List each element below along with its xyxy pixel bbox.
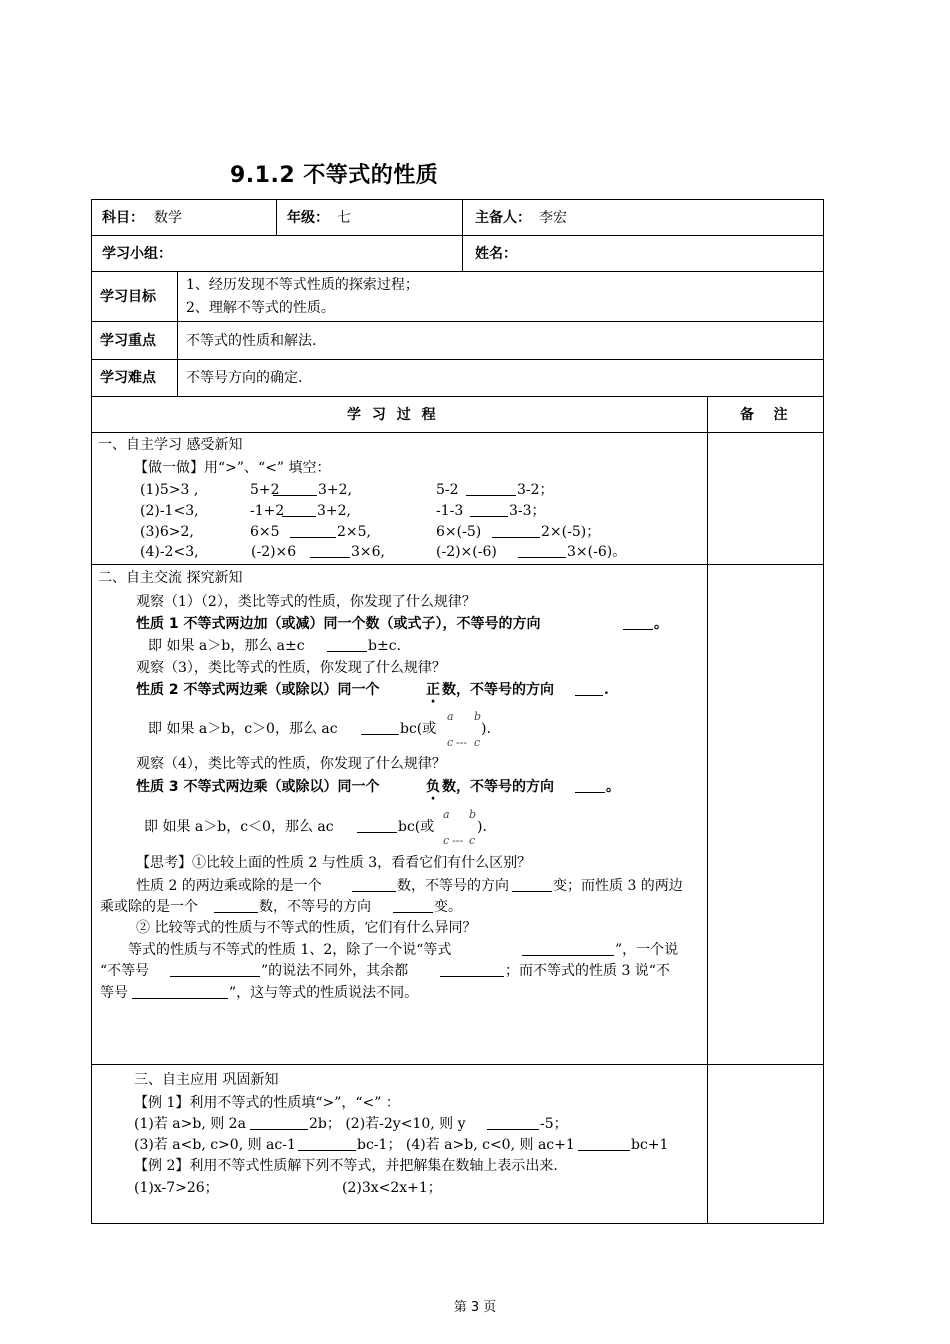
observe-1: 观察（1）（2），类比等式的性质，你发现了什么规律？: [136, 594, 476, 610]
goals-content-cell: [177, 271, 824, 322]
example-2-frac-c2: c: [474, 736, 481, 749]
think-line1-blank2[interactable]: [512, 877, 552, 892]
page-title: 9.1.2 不等式的性质: [230, 163, 439, 188]
row1-a-left: 5+2: [250, 482, 280, 498]
example-1b: b±c.: [368, 638, 401, 654]
row4-a-right: 3×6,: [351, 544, 385, 560]
property-3-end: 。: [606, 779, 620, 795]
compare-line3-a: 等号: [100, 985, 128, 1001]
preparer-label: 主备人：: [475, 210, 531, 226]
ex1-line1-blank1[interactable]: [250, 1115, 308, 1130]
row1-b-blank[interactable]: [466, 481, 516, 496]
ex1-line1-blank2[interactable]: [487, 1115, 539, 1130]
example-2b: bc(或: [400, 721, 437, 737]
subject-value: 数学: [154, 210, 182, 226]
remarks-header: 备 注: [740, 407, 788, 423]
goals-line-2: 2、理解不等式的性质。: [186, 300, 335, 316]
example-3-frac-c2: c: [469, 834, 476, 847]
example-2-frac-dash: ---: [456, 736, 468, 749]
row2-b-blank[interactable]: [470, 502, 508, 517]
example-3-frac-b: b: [469, 808, 477, 821]
compare-line3-b: ”，这与等式的性质说法不同。: [229, 985, 419, 1001]
row3-given: (3)6>2,: [140, 524, 194, 540]
example-1-title: 【例 1】利用不等式的性质填“>”，“<” ：: [134, 1095, 400, 1111]
keypoints-label: 学习重点: [100, 333, 156, 349]
row3-b-left: 6×(-5): [436, 524, 482, 540]
process-header: 学 习 过 程: [347, 407, 439, 423]
example-3-frac-a: a: [443, 808, 450, 821]
row2-a-left: -1+2: [250, 503, 285, 519]
compare-line2-a: “不等号: [100, 963, 150, 979]
example-1a: 即 如果 a＞b，那么 a±c: [148, 638, 305, 654]
example-3b: bc(或: [398, 819, 435, 835]
property-1-end: 。: [654, 616, 668, 632]
row3-a-blank[interactable]: [290, 523, 336, 538]
group-label: 学习小组：: [102, 246, 172, 262]
think-line2-c: 变。: [434, 899, 462, 915]
example-2-frac-b: b: [474, 710, 482, 723]
row4-b-right: 3×(-6)。: [567, 544, 627, 560]
example-1-blank[interactable]: [327, 637, 367, 652]
property-2-blank[interactable]: [575, 681, 603, 696]
difficulty-content-cell: [177, 359, 824, 397]
difficulty-label: 学习难点: [100, 370, 156, 386]
section2-heading: 二、自主交流 探究新知: [98, 570, 243, 586]
example-3a: 即 如果 a＞b，c＜0，那么 ac: [144, 819, 334, 835]
preparer-cell: [462, 199, 824, 236]
row4-b-left: (-2)×(-6): [436, 544, 497, 560]
property-3a: 性质 3 不等式两边乘（或除以）同一个: [136, 779, 380, 795]
ex2-problem-2: (2)3x<2x+1；: [342, 1180, 442, 1196]
name-label: 姓名：: [475, 246, 517, 262]
grade-label: 年级：: [287, 210, 329, 226]
ex2-problem-1: (1)x-7>26；: [134, 1180, 219, 1196]
think-line1-c: 变；而性质 3 的两边: [553, 878, 683, 894]
example-3-frac-dash: ---: [452, 834, 464, 847]
think-line2-a: 乘或除的是一个: [100, 899, 198, 915]
row4-a-left: (-2)×6: [251, 544, 297, 560]
ex1-line1-c: -5；: [540, 1116, 568, 1132]
remarks-header-cell: [707, 396, 824, 433]
compare-line2-b: ”的说法不同外，其余都: [261, 963, 409, 979]
row1-b-left: 5-2: [436, 482, 459, 498]
keypoints-label-cell: [91, 321, 178, 360]
example-2a: 即 如果 a＞b，c＞0，那么 ac: [148, 721, 338, 737]
page-number: 第 3 页: [453, 1300, 497, 1315]
think-line2-b: 数，不等号的方向: [259, 899, 371, 915]
subject-label: 科目：: [102, 210, 144, 226]
think-line1-b: 数，不等号的方向: [397, 878, 509, 894]
row3-b-right: 2×(-5)；: [541, 524, 601, 540]
grade-cell: [276, 199, 463, 236]
difficulty-label-cell: [91, 359, 178, 397]
row3-b-blank[interactable]: [492, 523, 540, 538]
row2-a-blank[interactable]: [282, 502, 316, 517]
think-line1-a: 性质 2 的两边乘或除的是一个: [136, 878, 322, 894]
compare-line1-b: ”，一个说: [615, 942, 679, 958]
ex1-line2-blank2[interactable]: [578, 1136, 630, 1151]
property-2b: 数，不等号的方向: [442, 682, 554, 698]
subject-cell: [91, 199, 277, 236]
example-2-title: 【例 2】利用不等式性质解下列不等式，并把解集在数轴上表示出来.: [134, 1158, 558, 1174]
think-line2-blank2[interactable]: [393, 898, 433, 913]
group-cell: [91, 235, 463, 272]
section3-remarks: [707, 1064, 824, 1224]
think-line2-blank1[interactable]: [214, 898, 258, 913]
row1-a-right: 3+2,: [318, 482, 352, 498]
row4-b-blank[interactable]: [518, 543, 566, 558]
row1-given: (1)5>3 ,: [140, 482, 199, 498]
section1-remarks: [707, 432, 824, 565]
name-cell: [462, 235, 824, 272]
example-2-frac-c1: c: [447, 736, 454, 749]
compare-line3-blank[interactable]: [132, 984, 228, 999]
ex1-line1-b: 2b； (2)若-2y<10, 则 y: [309, 1116, 466, 1132]
observe-2: 观察（3），类比等式的性质，你发现了什么规律？: [136, 660, 446, 676]
row3-a-left: 6×5: [250, 524, 280, 540]
section3-heading: 三、自主应用 巩固新知: [134, 1072, 279, 1088]
grade-value: 七: [337, 210, 351, 226]
row2-given: (2)-1<3,: [140, 503, 199, 519]
goals-label-cell: [91, 271, 178, 322]
process-header-cell: [91, 396, 708, 433]
property-2a: 性质 2 不等式两边乘（或除以）同一个: [136, 682, 380, 698]
compare-line2-blank2[interactable]: [440, 962, 504, 977]
example-3-frac-c1: c: [443, 834, 450, 847]
row1-b-right: 3-2；: [517, 482, 554, 498]
ex1-line2-blank1[interactable]: [298, 1136, 356, 1151]
compare-line1-blank[interactable]: [522, 941, 614, 956]
example-2c: ).: [481, 721, 491, 737]
example-3c: ).: [477, 819, 487, 835]
row4-a-blank[interactable]: [310, 543, 350, 558]
property-2-emphasis: 正 ·: [426, 681, 440, 699]
ex1-line2-c: bc+1: [631, 1137, 669, 1153]
property-3-emphasis: 负 ·: [426, 778, 440, 796]
row2-b-left: -1-3: [436, 503, 464, 519]
row1-a-blank[interactable]: [273, 481, 317, 496]
property-1: 性质 1 不等式两边加（或减）同一个数（或式子），不等号的方向: [136, 616, 541, 632]
think-question-2: ② 比较等式的性质与不等式的性质，它们有什么异同？: [136, 920, 477, 936]
observe-3: 观察（4），类比等式的性质，你发现了什么规律？: [136, 756, 446, 772]
row3-a-right: 2×5,: [337, 524, 371, 540]
property-3b: 数，不等号的方向: [442, 779, 554, 795]
section1-intro: 【做一做】用“>”、“<” 填空：: [134, 460, 331, 476]
property-2-end: .: [604, 682, 609, 698]
row2-a-right: 3+2,: [317, 503, 351, 519]
ex1-line2-a: (3)若 a<b, c>0, 则 ac-1: [134, 1137, 296, 1153]
example-2-blank[interactable]: [361, 720, 399, 735]
row4-given: (4)-2<3,: [140, 544, 199, 560]
ex1-line2-b: bc-1； (4)若 a>b, c<0, 则 ac+1: [357, 1137, 575, 1153]
goals-label: 学习目标: [100, 289, 156, 305]
keypoints-text: 不等式的性质和解法.: [186, 333, 317, 349]
preparer-value: 李宏: [539, 210, 567, 226]
property-1-blank[interactable]: [623, 615, 653, 630]
goals-line-1: 1、经历发现不等式性质的探索过程；: [186, 277, 419, 293]
property-3-blank[interactable]: [575, 778, 605, 793]
think-question: 【思考】①比较上面的性质 2 与性质 3，看看它们有什么区别？: [136, 855, 532, 871]
think-line1-blank1[interactable]: [352, 877, 396, 892]
keypoints-content-cell: [177, 321, 824, 360]
example-3-blank[interactable]: [357, 818, 397, 833]
ex1-line1-a: (1)若 a>b, 则 2a: [134, 1116, 246, 1132]
section2-remarks: [707, 564, 824, 1065]
compare-line1-a: 等式的性质与不等式的性质 1、2，除了一个说“等式: [128, 942, 452, 958]
difficulty-text: 不等号方向的确定.: [186, 370, 303, 386]
row2-b-right: 3-3；: [509, 503, 546, 519]
compare-line2-blank1[interactable]: [170, 962, 260, 977]
example-2-frac-a: a: [447, 710, 454, 723]
compare-line2-c: ；而不等式的性质 3 说“不: [505, 963, 670, 979]
section1-heading: 一、自主学习 感受新知: [98, 437, 243, 453]
